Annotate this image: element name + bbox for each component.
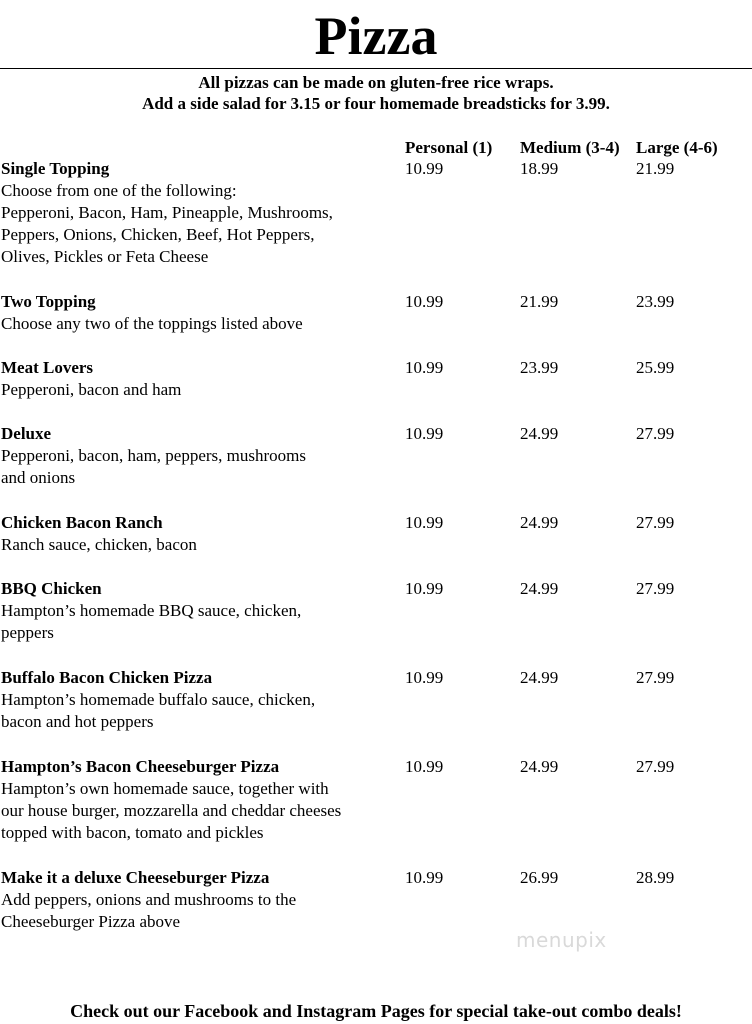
price-large: 27.99 xyxy=(636,668,675,687)
gluten-free-note: All pizzas can be made on gluten-free rice wraps. xyxy=(198,73,554,92)
item-name: Buffalo Bacon Chicken Pizza xyxy=(1,668,213,687)
menupix-watermark: menupix xyxy=(516,928,607,952)
column-header-personal: Personal (1) xyxy=(405,138,493,157)
item-name: Two Topping xyxy=(1,292,96,311)
item-description: Choose from one of the following: Pepperoni, Bacon, Ham, Pineapple, Mushrooms, Peppers, Onions, Chicken, Beef, Hot Peppers, Olives, Pickles or Feta Cheese xyxy=(1,181,333,266)
price-medium: 21.99 xyxy=(520,292,559,311)
item-name: Hampton’s Bacon Cheeseburger Pizza xyxy=(1,757,280,776)
social-media-footer: Check out our Facebook and Instagram Pages for special take-out combo deals! xyxy=(70,1001,682,1021)
price-large: 27.99 xyxy=(636,757,675,776)
page-title: Pizza xyxy=(314,6,438,66)
item-description: Hampton’s homemade buffalo sauce, chicken, bacon and hot peppers xyxy=(1,690,316,731)
price-medium: 24.99 xyxy=(520,579,559,598)
price-medium: 24.99 xyxy=(520,424,559,443)
item-name: BBQ Chicken xyxy=(1,579,102,598)
price-large: 27.99 xyxy=(636,424,675,443)
price-personal: 10.99 xyxy=(405,668,444,687)
price-large: 27.99 xyxy=(636,513,675,532)
item-description: Choose any two of the toppings listed above xyxy=(1,314,303,333)
item-description: Pepperoni, bacon, ham, peppers, mushrooms and onions xyxy=(1,446,306,487)
item-description: Pepperoni, bacon and ham xyxy=(1,380,182,399)
price-medium: 24.99 xyxy=(520,757,559,776)
item-name: Chicken Bacon Ranch xyxy=(1,513,163,532)
price-medium: 24.99 xyxy=(520,668,559,687)
item-name: Single Topping xyxy=(1,159,110,178)
item-description: Hampton’s homemade BBQ sauce, chicken, peppers xyxy=(1,601,302,642)
price-personal: 10.99 xyxy=(405,358,444,377)
price-personal: 10.99 xyxy=(405,868,444,887)
price-large: 27.99 xyxy=(636,579,675,598)
title-divider xyxy=(0,68,752,69)
price-medium: 23.99 xyxy=(520,358,559,377)
price-large: 23.99 xyxy=(636,292,675,311)
column-header-medium: Medium (3-4) xyxy=(520,138,620,157)
item-description: Ranch sauce, chicken, bacon xyxy=(1,535,197,554)
item-description: Hampton’s own homemade sauce, together with our house burger, mozzarella and cheddar cheeses topped with bacon, tomato and pickles xyxy=(1,779,342,842)
item-name: Meat Lovers xyxy=(1,358,94,377)
price-large: 21.99 xyxy=(636,159,675,178)
price-large: 28.99 xyxy=(636,868,675,887)
price-medium: 18.99 xyxy=(520,159,559,178)
price-medium: 24.99 xyxy=(520,513,559,532)
item-description: Add peppers, onions and mushrooms to the Cheeseburger Pizza above xyxy=(1,890,297,931)
price-personal: 10.99 xyxy=(405,159,444,178)
item-name: Make it a deluxe Cheeseburger Pizza xyxy=(1,868,270,887)
price-medium: 26.99 xyxy=(520,868,559,887)
price-personal: 10.99 xyxy=(405,292,444,311)
sides-note: Add a side salad for 3.15 or four homemade breadsticks for 3.99. xyxy=(142,94,610,113)
column-header-large: Large (4-6) xyxy=(636,138,718,157)
price-personal: 10.99 xyxy=(405,579,444,598)
price-personal: 10.99 xyxy=(405,513,444,532)
price-large: 25.99 xyxy=(636,358,675,377)
price-personal: 10.99 xyxy=(405,424,444,443)
item-name: Deluxe xyxy=(1,424,52,443)
price-personal: 10.99 xyxy=(405,757,444,776)
